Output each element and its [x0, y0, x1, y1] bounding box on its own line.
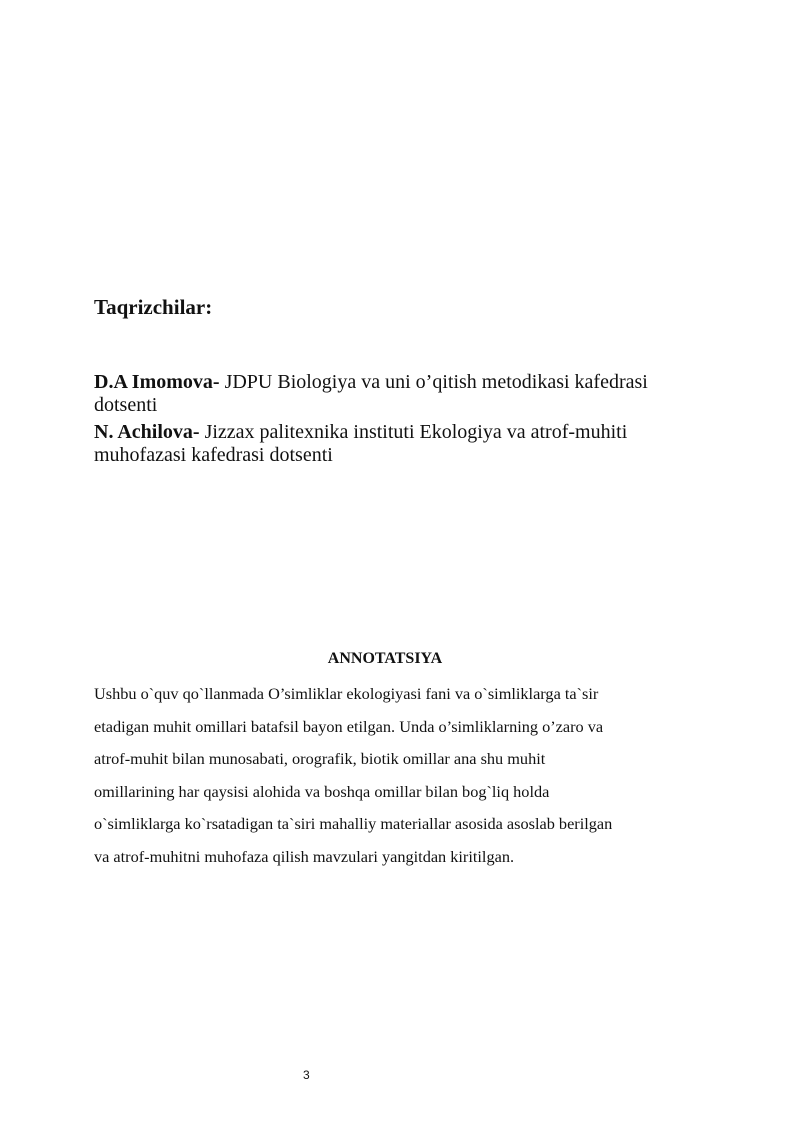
reviewer-entry: [94, 421, 714, 467]
reviewer-entry: [94, 371, 714, 417]
annotation-line: atrof-muhit bilan munosabati, orografik, biotik omillar ana shu muhit: [94, 749, 546, 768]
reviewer-title: muhofazasi kafedrasi dotsenti: [94, 444, 333, 466]
annotation-line: omillarining har qaysisi alohida va boshqa omillar bilan bog`liq holda: [94, 781, 550, 801]
annotation-heading: ANNOTATSIYA: [327, 650, 443, 667]
reviewer-name: D.A Imomova: [94, 371, 213, 393]
reviewer-affiliation: Jizzax palitexnika instituti Ekologiya va atrof-muhiti: [199, 421, 628, 443]
annotation-line: va atrof-muhitni muhofaza qilish mavzulari yangitdan kiritilgan.: [94, 846, 515, 866]
reviewers-heading: Taqrizchilar:: [94, 295, 213, 319]
reviewer-name: N. Achilova: [94, 421, 193, 443]
annotation-line: o`simliklarga ko`rsatadigan ta`siri mahalliy materiallar asosida asoslab berilgan: [94, 814, 613, 833]
annotation-body: [94, 678, 734, 873]
annotation-line: etadigan muhit omillari batafsil bayon etilgan. Unda o’simliklarning o’zaro va: [94, 716, 604, 736]
reviewer-separator: -: [212, 371, 220, 393]
reviewer-affiliation: JDPU Biologiya va uni o’qitish metodikasi kafedrasi: [219, 371, 648, 393]
reviewer-separator: -: [192, 421, 200, 443]
page-number: 3: [303, 1068, 310, 1082]
annotation-line: Ushbu o`quv qo`llanmada O’simliklar ekologiyasi fani va o`simliklarga ta`sir: [94, 684, 599, 703]
reviewer-title: dotsenti: [94, 394, 158, 416]
